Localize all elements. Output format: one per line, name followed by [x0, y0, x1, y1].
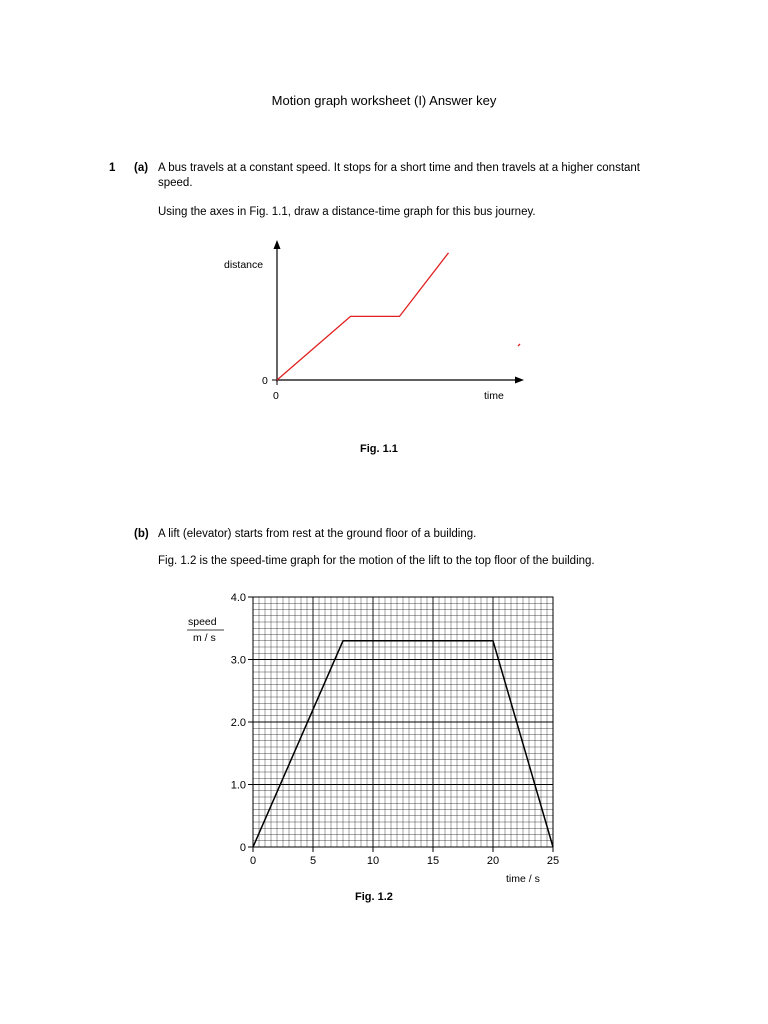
part-a-instruction: Using the axes in Fig. 1.1, draw a distance-time graph for this bus journey. [158, 206, 536, 218]
x-tick-label: 20 [486, 855, 500, 867]
y-tick-label: 1.0 [230, 779, 246, 792]
x-tick-label: 5 [309, 855, 317, 867]
part-b-label: (b) [134, 528, 149, 540]
y-axis-label: distance [224, 259, 264, 271]
x-tick-label: 25 [546, 855, 560, 867]
part-a-text-line2: speed. [158, 177, 193, 189]
stray-mark [518, 344, 520, 346]
x-tick-label: 0 [249, 855, 257, 867]
y-tick-label: 0 [239, 842, 246, 854]
part-b-text-line1: A lift (elevator) starts from rest at the ground floor of a building. [158, 528, 477, 540]
part-b-text-line2: Fig. 1.2 is the speed-time graph for the motion of the lift to the top floor of the building. [158, 555, 595, 567]
distance-time-line [277, 253, 449, 380]
y-axis-label-bottom: m / s [193, 632, 216, 644]
distance-time-graph [200, 235, 560, 415]
y-tick-label: 2.0 [230, 717, 246, 729]
origin-y-label: 0 [262, 375, 268, 387]
fig-1-1-caption: Fig. 1.1 [360, 443, 398, 455]
part-a-text-line1: A bus travels at a constant speed. It stops for a short time and then travels at a higher constant [158, 162, 640, 174]
page-title: Motion graph worksheet (I) Answer key [271, 93, 497, 108]
x-tick-label: 10 [366, 855, 380, 867]
part-a-label: (a) [134, 162, 149, 174]
y-tick-label: 3.0 [230, 654, 246, 667]
x-tick-label: 15 [426, 855, 440, 867]
x-axis-label: time / s [506, 873, 540, 885]
speed-time-graph [180, 585, 600, 890]
fig-1-2-caption: Fig. 1.2 [355, 891, 393, 903]
y-axis-label-top: speed [188, 616, 217, 628]
x-axis-arrow [515, 377, 524, 384]
question-number: 1 [109, 162, 116, 174]
origin-x-label: 0 [273, 390, 279, 402]
y-tick-label: 4.0 [230, 592, 246, 604]
y-axis-arrow [274, 240, 281, 249]
x-axis-label: time [484, 390, 504, 402]
grid [253, 597, 553, 847]
